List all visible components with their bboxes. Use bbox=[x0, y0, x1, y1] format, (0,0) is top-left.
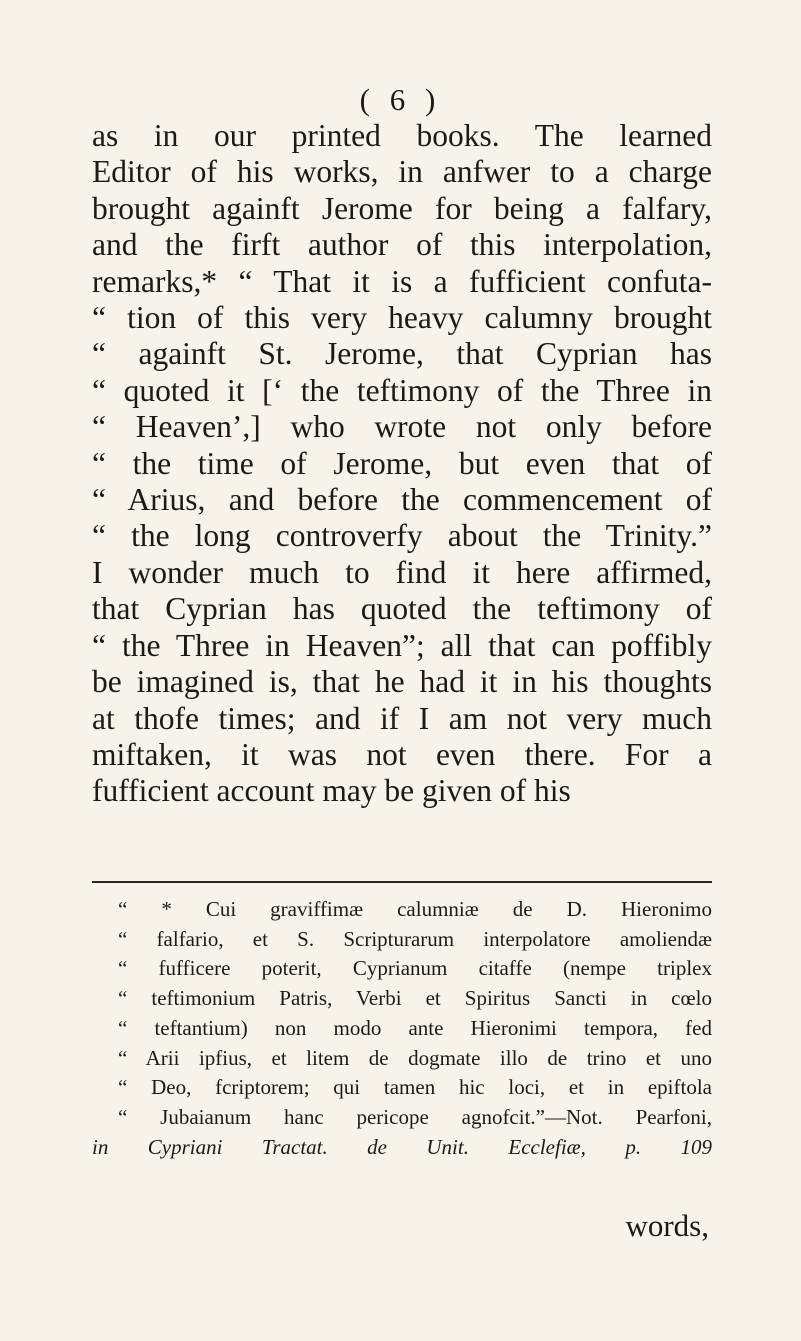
footnote-line: “ fufficere poterit, Cyprianum citaffe (nempe triplex bbox=[118, 956, 712, 981]
footnote bbox=[92, 895, 712, 1162]
text-line: miftaken, it was not even there. For a bbox=[92, 736, 712, 772]
text-line: “ the long controverfy about the Trinity.” bbox=[92, 518, 712, 554]
text-line: be imagined is, that he had it in his thoughts bbox=[92, 664, 712, 700]
footnote-rule bbox=[92, 881, 712, 883]
text-line: that Cyprian has quoted the teftimony of bbox=[92, 591, 712, 627]
text-line: “ quoted it [‘ the teftimony of the Three in bbox=[92, 372, 712, 408]
text-line: “ Arius, and before the commencement of bbox=[92, 482, 712, 518]
text-line: I wonder much to find it here affirmed, bbox=[92, 554, 712, 590]
main-text bbox=[92, 118, 712, 810]
catchword: words, bbox=[625, 1208, 709, 1243]
text-line: brought againft Jerome for being a falfary, bbox=[92, 190, 712, 226]
text-line: Editor of his works, in anfwer to a charge bbox=[92, 154, 712, 190]
footnote-line: “ teftantium) non modo ante Hieronimi tempora, fed bbox=[118, 1015, 712, 1040]
text-line: “ Heaven’,] who wrote not only before bbox=[92, 409, 712, 445]
text-line: remarks,* “ That it is a fufficient confuta- bbox=[92, 263, 712, 299]
footnote-line: “ Arii ipfius, et litem de dogmate illo de trino et uno bbox=[118, 1045, 712, 1070]
text-line: “ againft St. Jerome, that Cyprian has bbox=[92, 336, 712, 372]
footnote-line: “ Jubaianum hanc pericope agnofcit.”—Not. Pearfoni, bbox=[118, 1104, 712, 1129]
footnote-line: “ * Cui graviffimæ calumniæ de D. Hieronimo bbox=[118, 897, 712, 921]
text-line: and the firft author of this interpolation, bbox=[92, 227, 712, 263]
text-line: “ the Three in Heaven”; all that can poffibly bbox=[92, 627, 712, 663]
text-line: “ tion of this very heavy calumny brought bbox=[92, 300, 712, 336]
text-line: “ the time of Jerome, but even that of bbox=[92, 445, 712, 481]
footnote-line: “ falfario, et S. Scripturarum interpolatore amoliendæ bbox=[118, 926, 712, 951]
text-line: fufficient account may be given of his bbox=[92, 773, 571, 809]
page-number: ( 6 ) bbox=[359, 82, 442, 117]
footnote-line: “ teftimonium Patris, Verbi et Spiritus Sancti in cœlo bbox=[118, 986, 712, 1011]
text-line: at thofe times; and if I am not very much bbox=[92, 700, 712, 736]
text-line: as in our printed books. The learned bbox=[92, 118, 712, 153]
footnote-citation: in Cypriani Tractat. de Unit. Ecclefiæ, p. 109 bbox=[92, 1134, 712, 1159]
footnote-line: “ Deo, fcriptorem; qui tamen hic loci, et in epiftola bbox=[118, 1075, 712, 1100]
